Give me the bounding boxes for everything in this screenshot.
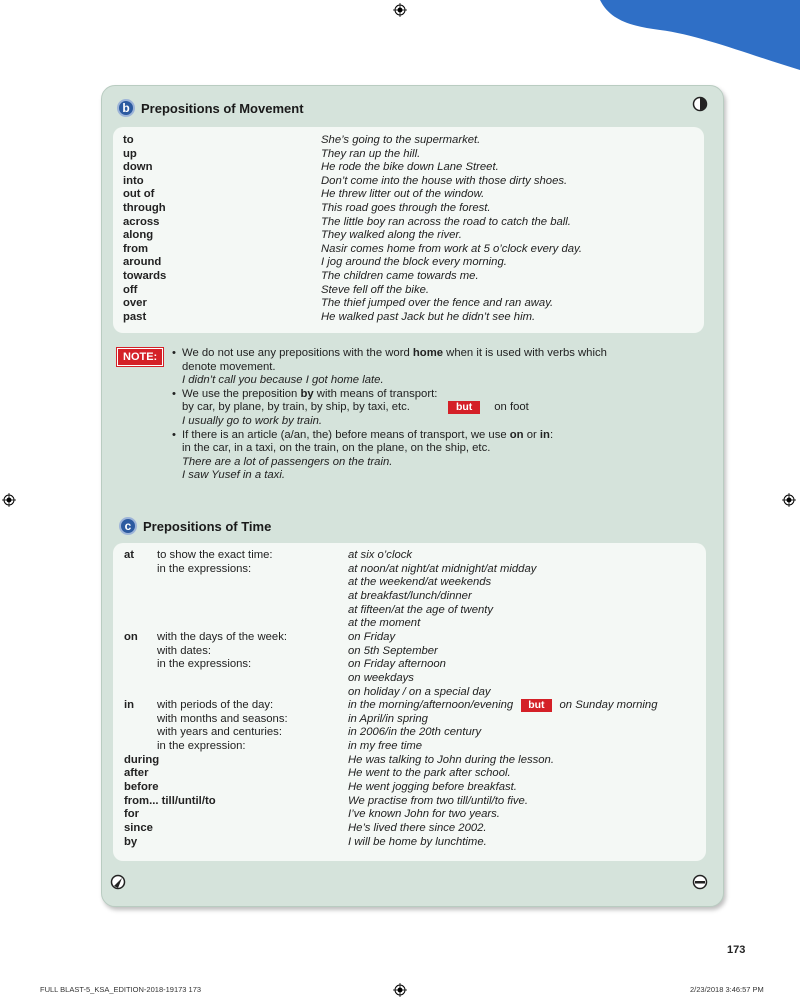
time-example: on weekdays xyxy=(348,671,414,684)
movement-example: They walked along the river. xyxy=(321,229,462,242)
movement-example: He threw litter out of the window. xyxy=(321,188,485,201)
note-line: • We use the preposition by with means of transport: xyxy=(172,387,438,400)
time-usage: with the days of the week: xyxy=(157,630,287,643)
movement-word: off xyxy=(123,283,138,296)
time-word: by xyxy=(124,835,138,848)
movement-example: The thief jumped over the fence and ran away. xyxy=(321,297,554,310)
movement-word: across xyxy=(123,215,160,228)
time-example: I will be home by lunchtime. xyxy=(348,835,487,848)
time-example-line xyxy=(348,645,438,659)
movement-word: down xyxy=(123,161,153,174)
time-example-line xyxy=(348,740,422,754)
time-example-line xyxy=(348,754,554,768)
time-example: at breakfast/lunch/dinner xyxy=(348,589,472,602)
movement-example: The children came towards me. xyxy=(321,270,479,282)
but-label: but xyxy=(521,699,551,712)
note-text: when it is used with verbs which xyxy=(443,347,607,359)
panel-corner-icon xyxy=(692,874,708,890)
time-example: at fifteen/at the age of twenty xyxy=(348,603,494,616)
time-word: during xyxy=(124,753,160,766)
time-example-line xyxy=(348,795,528,809)
movement-example: They ran up the hill. xyxy=(321,147,421,160)
time-example-line xyxy=(348,590,472,604)
movement-example: Steve fell off the bike. xyxy=(321,283,430,296)
time-word: at xyxy=(124,549,135,561)
time-word: before xyxy=(124,781,159,794)
note-line: • If there is an article (a/an, the) before means of transport, we use on or in: xyxy=(172,428,554,441)
note-example: I usually go to work by train. xyxy=(182,414,323,427)
footer-right: 2/23/2018 3:46:57 PM xyxy=(690,985,764,994)
time-example-line xyxy=(348,836,487,850)
note-example: There are a lot of passengers on the train. xyxy=(182,455,393,468)
movement-word: out of xyxy=(123,188,155,201)
time-word: from... till/until/to xyxy=(124,794,216,807)
time-example: He went to the park after school. xyxy=(348,767,511,780)
note-text: home xyxy=(412,347,444,359)
time-example-line xyxy=(348,781,517,795)
time-word: for xyxy=(124,808,140,821)
movement-example: Nasir comes home from work at 5 o’clock every day. xyxy=(321,242,582,255)
movement-word: over xyxy=(123,297,147,310)
note-text: on foot xyxy=(494,401,529,414)
time-example-line xyxy=(348,549,412,563)
movement-word: past xyxy=(123,310,147,323)
movement-example: He rode the bike down Lane Street. xyxy=(321,161,499,174)
registration-mark-icon xyxy=(393,983,407,997)
time-example: on Friday afternoon xyxy=(348,658,446,671)
time-example-line xyxy=(348,699,658,713)
registration-mark-icon xyxy=(393,3,407,17)
registration-mark-icon xyxy=(2,493,16,507)
time-example-line xyxy=(348,686,491,700)
note-line xyxy=(172,401,712,415)
time-word: in xyxy=(124,699,135,712)
movement-example: She’s going to the supermarket. xyxy=(321,134,481,146)
time-section-heading xyxy=(119,517,271,535)
note-example: I didn’t call you because I got home late. xyxy=(182,374,384,387)
panel-corner-icon xyxy=(692,96,708,112)
time-usage: with dates: xyxy=(157,644,212,657)
but-label: but xyxy=(448,401,480,414)
time-example: We practise from two till/until/to five. xyxy=(348,794,528,807)
time-example: He was talking to John during the lesson. xyxy=(348,753,554,766)
note-text: We do not use any prepositions with the word xyxy=(182,347,413,359)
registration-mark-icon xyxy=(782,493,796,507)
time-example-line xyxy=(348,808,500,822)
note-block xyxy=(172,347,712,483)
time-usage: in the expressions: xyxy=(157,658,252,671)
time-example: on Friday xyxy=(348,630,396,643)
note-text: on xyxy=(509,428,524,441)
time-example: at the weekend/at weekends xyxy=(348,576,492,589)
panel-corner-icon xyxy=(110,874,126,890)
movement-example: Don’t come into the house with those dirty shoes. xyxy=(321,174,568,187)
time-word: since xyxy=(124,822,153,834)
time-example-line xyxy=(348,631,395,645)
time-example-line xyxy=(348,822,487,836)
time-example: He’s lived there since 2002. xyxy=(348,822,487,834)
time-usage: in the expression: xyxy=(157,740,246,753)
section-badge: c xyxy=(119,517,137,535)
time-example: in the morning/afternoon/evening xyxy=(348,699,514,712)
movement-word: up xyxy=(123,147,137,160)
time-usage: in the expressions: xyxy=(157,562,252,575)
movement-word: from xyxy=(123,242,149,255)
movement-word: into xyxy=(123,174,144,187)
time-example-line xyxy=(348,563,536,577)
time-usage: with months and seasons: xyxy=(157,712,288,725)
movement-word: through xyxy=(123,202,166,214)
note-line: • We do not use any prepositions with the word home when it is used with verbs which xyxy=(172,347,607,359)
time-example: at six o’clock xyxy=(348,549,413,561)
time-example: I’ve known John for two years. xyxy=(348,808,500,821)
footer-left: FULL BLAST-5_KSA_EDITION-2018-19173 173 xyxy=(40,985,202,994)
movement-example: This road goes through the forest. xyxy=(321,202,491,214)
time-example: on holiday / on a special day xyxy=(348,685,491,698)
time-example-line xyxy=(348,617,420,631)
time-usage: to show the exact time: xyxy=(157,549,273,561)
movement-example: I jog around the block every morning. xyxy=(321,256,507,269)
time-usage: with periods of the day: xyxy=(157,699,274,712)
movement-title: Prepositions of Movement xyxy=(141,100,304,116)
time-example: on 5th September xyxy=(348,644,438,657)
note-text: by xyxy=(300,387,314,400)
movement-word: to xyxy=(123,134,134,146)
note-label: NOTE: xyxy=(117,348,163,366)
time-example-line xyxy=(348,604,493,618)
movement-word: along xyxy=(123,229,154,242)
movement-word: towards xyxy=(123,270,167,282)
note-text: or xyxy=(523,428,540,441)
time-example: at the moment xyxy=(348,617,421,630)
note-text: We use the preposition xyxy=(182,387,301,400)
note-text: with means of transport: xyxy=(313,387,438,400)
time-example-line xyxy=(348,767,511,781)
time-example: in April/in spring xyxy=(348,712,428,725)
note-example: I saw Yusef in a taxi. xyxy=(182,469,285,482)
note-line xyxy=(172,442,712,456)
note-text: If there is an article (a/an, the) before means of transport, we use xyxy=(182,428,510,441)
time-example-line xyxy=(348,576,491,590)
movement-word: around xyxy=(123,256,162,269)
time-example-line xyxy=(348,658,446,672)
time-word: after xyxy=(124,767,149,780)
time-word: on xyxy=(124,630,138,643)
time-example: in 2006/in the 20th century xyxy=(348,726,482,739)
time-usage: with years and centuries: xyxy=(157,726,282,739)
corner-decoration xyxy=(580,0,800,70)
page-number: 173 xyxy=(727,944,746,956)
time-example: He went jogging before breakfast. xyxy=(348,781,517,794)
note-text: : xyxy=(549,428,554,441)
time-title: Prepositions of Time xyxy=(143,518,272,534)
section-badge: b xyxy=(117,99,135,117)
note-text: denote movement. xyxy=(182,360,276,373)
movement-example: He walked past Jack but he didn’t see him. xyxy=(321,310,536,323)
movement-example: The little boy ran across the road to catch the ball. xyxy=(321,215,571,228)
time-example-line xyxy=(348,713,428,727)
time-example: in my free time xyxy=(348,740,423,753)
time-example: on Sunday morning xyxy=(559,699,658,712)
movement-section-heading xyxy=(117,99,304,117)
time-example-line xyxy=(348,726,481,740)
note-text: by car, by plane, by train, by ship, by taxi, etc. xyxy=(182,401,410,414)
time-example: at noon/at night/at midnight/at midday xyxy=(348,562,537,575)
note-text: in xyxy=(539,428,550,441)
note-text: in the car, in a taxi, on the train, on the plane, on the ship, etc. xyxy=(182,442,491,455)
time-example-line xyxy=(348,672,414,686)
note-line xyxy=(172,361,712,375)
